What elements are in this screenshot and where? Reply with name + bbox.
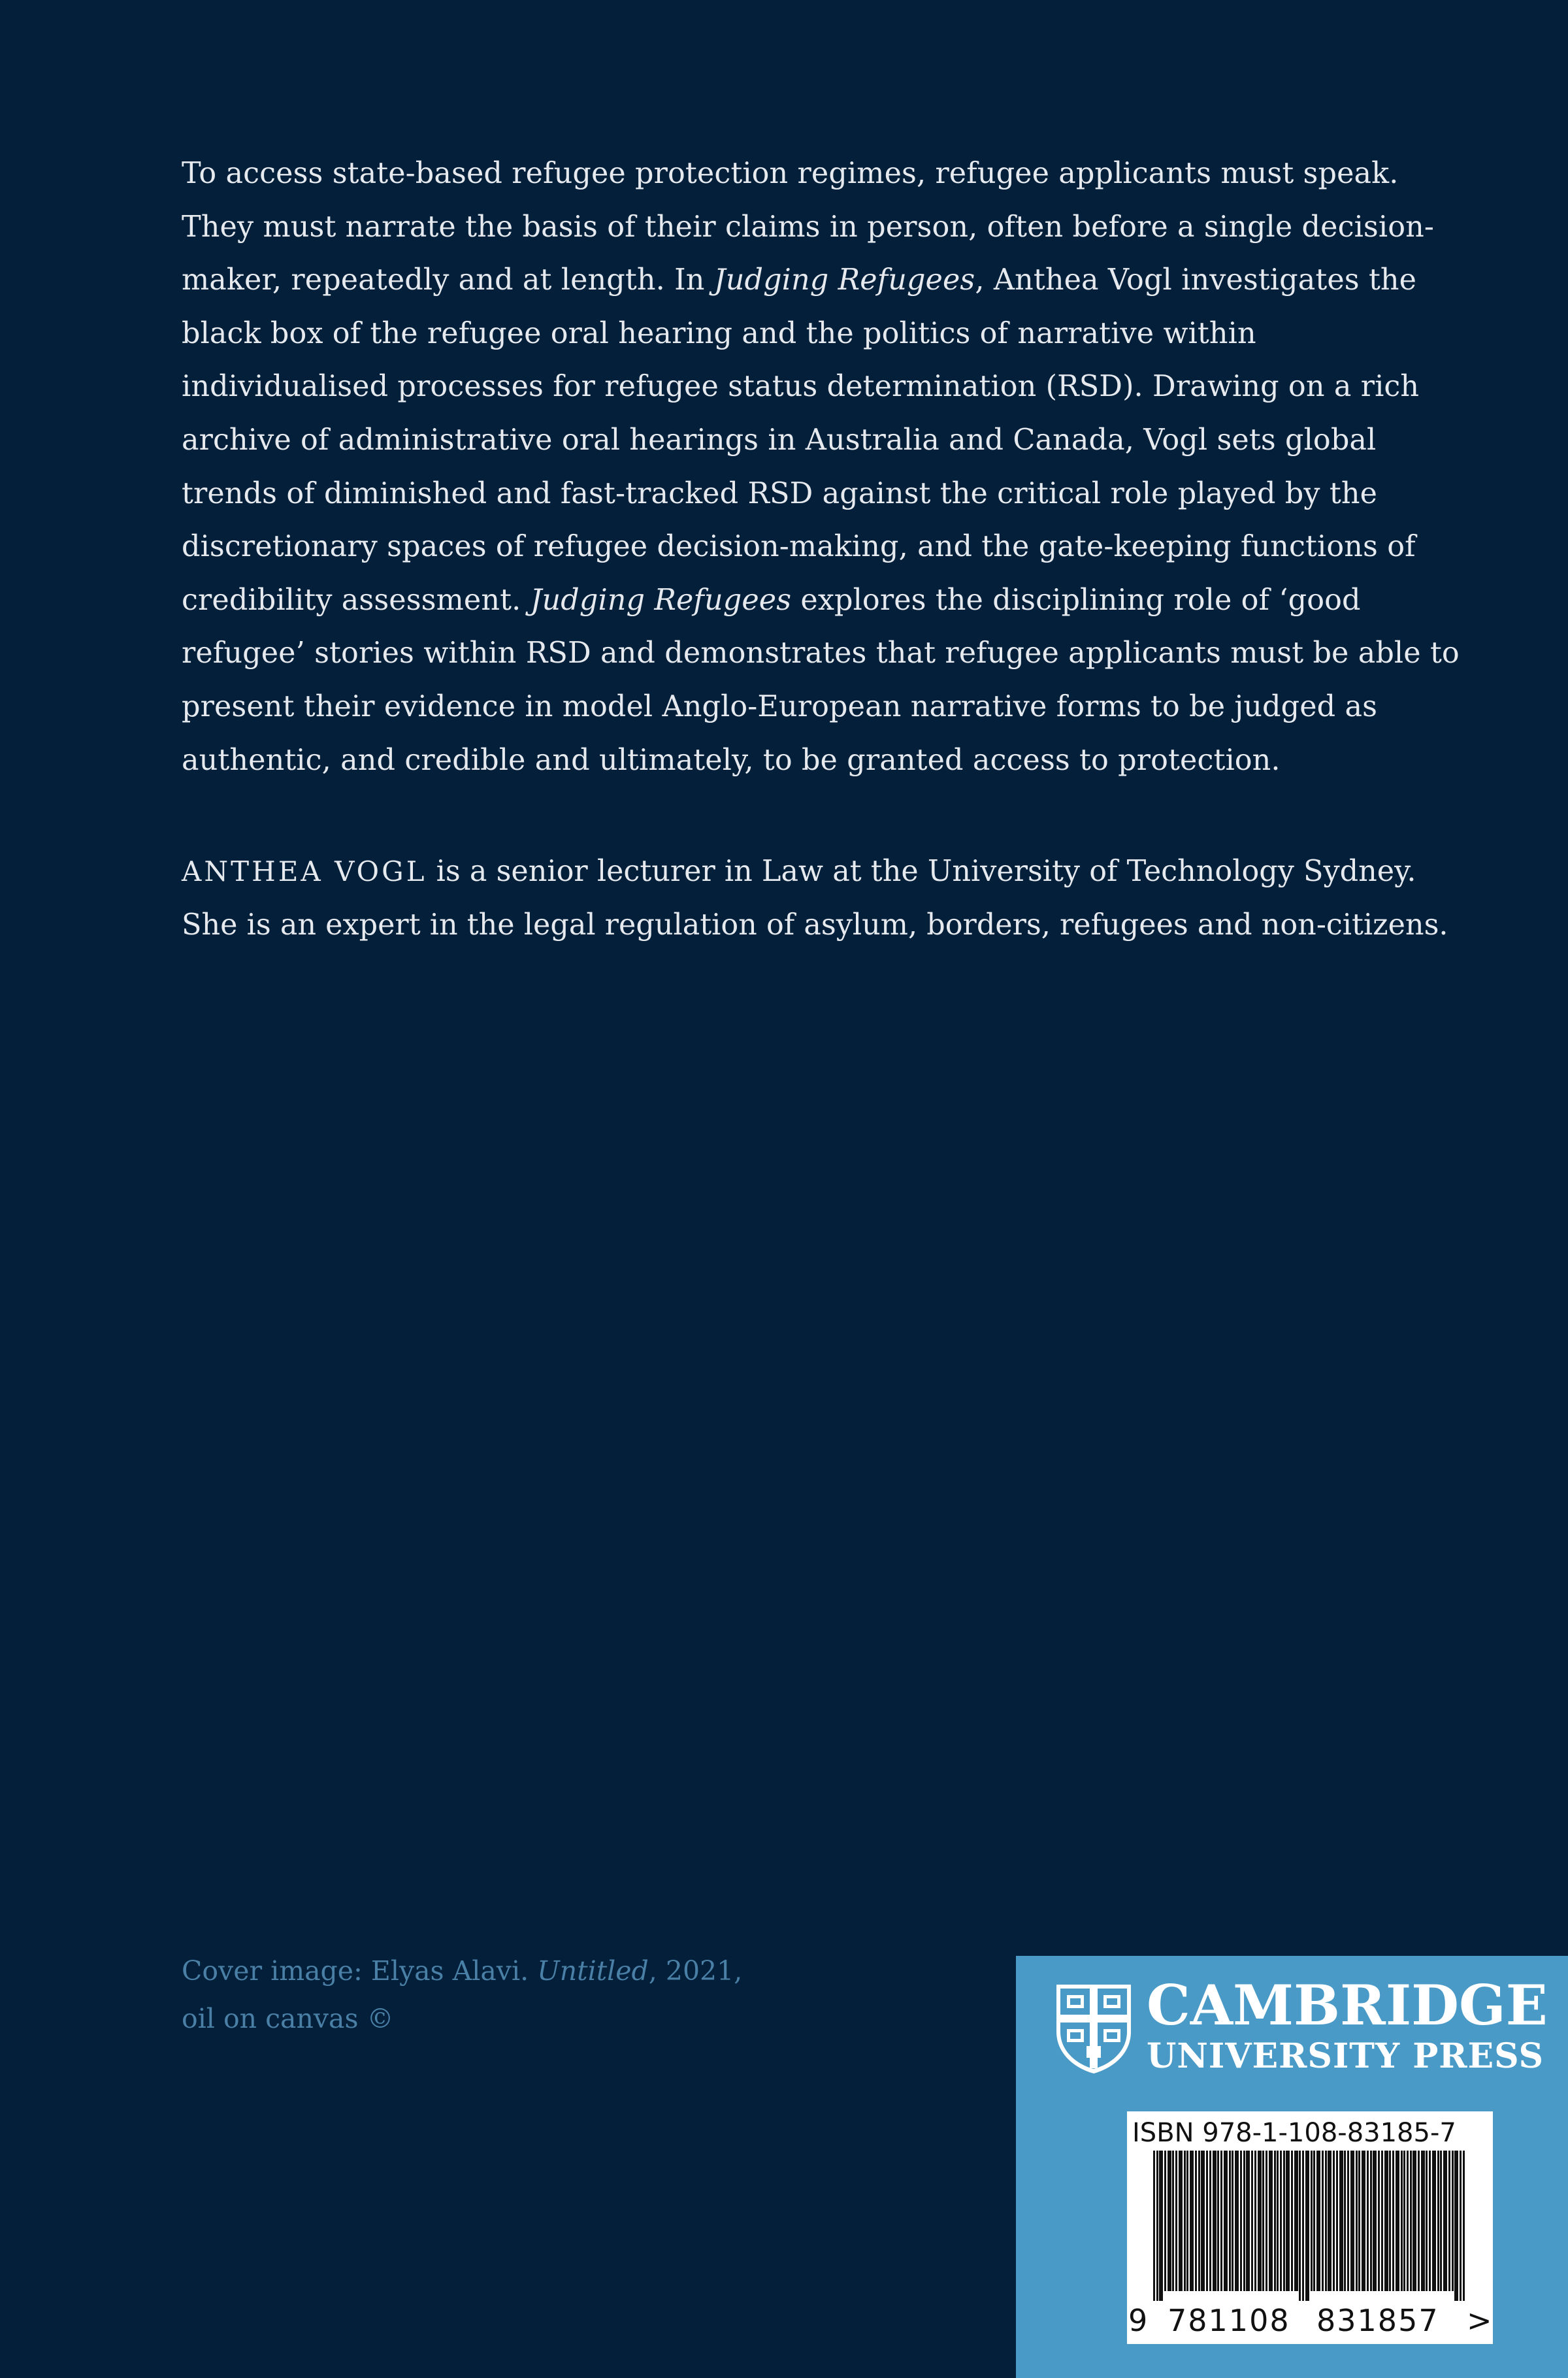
barcode-bar — [1322, 2151, 1324, 2291]
barcode-bar — [1454, 2151, 1458, 2301]
barcode-bar — [1460, 2151, 1462, 2301]
barcode-bar — [1164, 2151, 1166, 2291]
cover-image-credit — [182, 1947, 770, 2043]
barcode-bar — [1429, 2151, 1431, 2291]
publisher-panel — [1016, 1956, 1568, 2378]
barcode-bar — [1262, 2151, 1264, 2291]
barcode-bar — [1186, 2151, 1188, 2291]
description-text-1: To access state-based refugee protection regimes, refugee applicants must speak. They must narrate the basis of their claims in person, often before a single decision-maker, repeatedly and at length. In — [182, 157, 1434, 297]
barcode-bar — [1168, 2151, 1171, 2291]
barcode-bar — [1217, 2151, 1219, 2291]
barcode-bar — [1235, 2151, 1239, 2291]
university-shield-icon — [1053, 1981, 1135, 2076]
barcode-bar — [1266, 2151, 1267, 2291]
barcode-bar — [1277, 2151, 1279, 2291]
barcode-bar — [1206, 2151, 1208, 2291]
barcode-bar — [1190, 2151, 1194, 2291]
barcode-bar — [1159, 2151, 1163, 2301]
barcode-bar — [1410, 2151, 1412, 2291]
barcode-bar — [1172, 2151, 1174, 2291]
barcode-bar — [1448, 2151, 1450, 2291]
barcode-bar — [1344, 2151, 1346, 2291]
barcode-bar — [1373, 2151, 1377, 2291]
barcode-bar — [1392, 2151, 1394, 2291]
barcode-bar — [1251, 2151, 1253, 2291]
barcode-bar — [1347, 2151, 1349, 2291]
barcode-bar — [1328, 2151, 1331, 2291]
barcode-bar — [1443, 2151, 1447, 2291]
barcode-bar — [1403, 2151, 1405, 2291]
barcode-digit-group-2: 831857 — [1316, 2303, 1439, 2338]
barcode-bar — [1246, 2151, 1250, 2291]
barcode-bar — [1426, 2151, 1428, 2291]
publisher-subname: UNIVERSITY PRESS — [1147, 2036, 1544, 2076]
barcode-bar — [1313, 2151, 1315, 2291]
barcode-bar — [1316, 2151, 1320, 2291]
barcode-bar — [1258, 2151, 1262, 2291]
book-description — [182, 147, 1462, 787]
barcode-bar — [1407, 2151, 1409, 2291]
barcode-bar — [1413, 2151, 1416, 2291]
barcode-bar — [1195, 2151, 1197, 2291]
barcode-bar — [1305, 2151, 1309, 2301]
barcode-bar — [1367, 2151, 1369, 2291]
barcode-bar — [1358, 2151, 1360, 2291]
barcode-bar — [1432, 2151, 1436, 2291]
barcode-bar — [1418, 2151, 1420, 2291]
barcode-bar — [1370, 2151, 1372, 2291]
barcode-bar — [1302, 2151, 1304, 2301]
barcode-bar — [1333, 2151, 1335, 2291]
barcode-bar — [1463, 2151, 1465, 2301]
barcode-bar — [1336, 2151, 1338, 2291]
barcode-bar — [1325, 2151, 1327, 2291]
barcode-bar — [1294, 2151, 1298, 2291]
barcode-bar — [1175, 2151, 1177, 2291]
barcode-bar — [1229, 2151, 1231, 2291]
barcode-bar — [1209, 2151, 1211, 2291]
author-bio-text: is a senior lecturer in Law at the University of Technology Sydney. She is an expert in the legal regulation of asylum, borders, refugees and non-citizens. — [182, 855, 1448, 942]
barcode-bar — [1156, 2151, 1158, 2301]
barcode-bar — [1421, 2151, 1425, 2291]
publisher-name: CAMBRIDGE — [1147, 1973, 1548, 2038]
barcode-bar — [1153, 2151, 1155, 2301]
description-text-2: , Anthea Vogl investigates the black box of the refugee oral hearing and the politics of narrative within individualised processes for refugee status determination (RSD). Drawing on a rich archive of administrative oral hearings in Australia and Canada, Vogl sets global trends of diminished and fast-tracked RSD against the critical role played by the discretionary spaces of refugee decision-making, and the gate-keeping functions of credibility assessment. — [182, 263, 1420, 617]
barcode-bar — [1232, 2151, 1233, 2291]
barcode-digit-group-1: 781108 — [1168, 2303, 1290, 2338]
barcode-bar — [1299, 2151, 1301, 2301]
book-title-italic: Judging Refugees — [530, 583, 792, 617]
barcode-bar — [1311, 2151, 1313, 2291]
barcode-bars — [1127, 2151, 1493, 2301]
barcode-quiet-zone-mark: > — [1467, 2303, 1494, 2338]
barcode-bar — [1184, 2151, 1186, 2291]
book-title-italic: Judging Refugees — [713, 263, 975, 297]
barcode-bar — [1274, 2151, 1276, 2291]
credit-prefix: Cover image: Elyas Alavi. — [182, 1955, 538, 1987]
barcode-bar — [1224, 2151, 1228, 2291]
artwork-title: Untitled — [537, 1955, 649, 1987]
barcode-bar — [1240, 2151, 1242, 2291]
barcode-bar — [1254, 2151, 1256, 2291]
barcode-bar — [1384, 2151, 1388, 2291]
barcode-bar — [1243, 2151, 1245, 2291]
description-text-3: explores the disciplining role of ‘good refugee’ stories within RSD and demonstrates that refugee applicants must be able to present their evidence in model Anglo-European narrative forms to be judged as authentic, and credible and ultimately, to be granted access to protection. — [182, 583, 1460, 777]
barcode-bar — [1356, 2151, 1358, 2291]
credit-medium: oil on canvas © — [182, 2003, 394, 2034]
isbn-barcode — [1127, 2111, 1493, 2344]
barcode-digits — [1127, 2301, 1493, 2340]
barcode-bar — [1362, 2151, 1365, 2291]
barcode-bar — [1389, 2151, 1391, 2291]
barcode-bar — [1213, 2151, 1217, 2291]
barcode-bar — [1280, 2151, 1282, 2291]
barcode-bar — [1401, 2151, 1403, 2291]
barcode-bar — [1269, 2151, 1273, 2291]
barcode-bar — [1201, 2151, 1205, 2291]
barcode-bar — [1437, 2151, 1439, 2291]
barcode-bar — [1452, 2151, 1454, 2291]
author-name: ANTHEA VOGL — [182, 855, 427, 887]
barcode-bar — [1198, 2151, 1200, 2291]
barcode-bar — [1339, 2151, 1343, 2291]
barcode-digit-first: 9 — [1128, 2303, 1149, 2338]
author-bio — [182, 845, 1462, 951]
barcode-bar — [1286, 2151, 1290, 2291]
barcode-bar — [1220, 2151, 1222, 2291]
isbn-label: ISBN 978-1-108-83185-7 — [1132, 2118, 1456, 2148]
barcode-bar — [1381, 2151, 1383, 2291]
barcode-bar — [1440, 2151, 1442, 2291]
barcode-bar — [1396, 2151, 1399, 2291]
credit-suffix: , 2021, — [648, 1955, 743, 1987]
barcode-bar — [1179, 2151, 1183, 2291]
barcode-bar — [1283, 2151, 1285, 2291]
barcode-bar — [1378, 2151, 1380, 2291]
barcode-bar — [1350, 2151, 1354, 2291]
barcode-bar — [1291, 2151, 1293, 2291]
